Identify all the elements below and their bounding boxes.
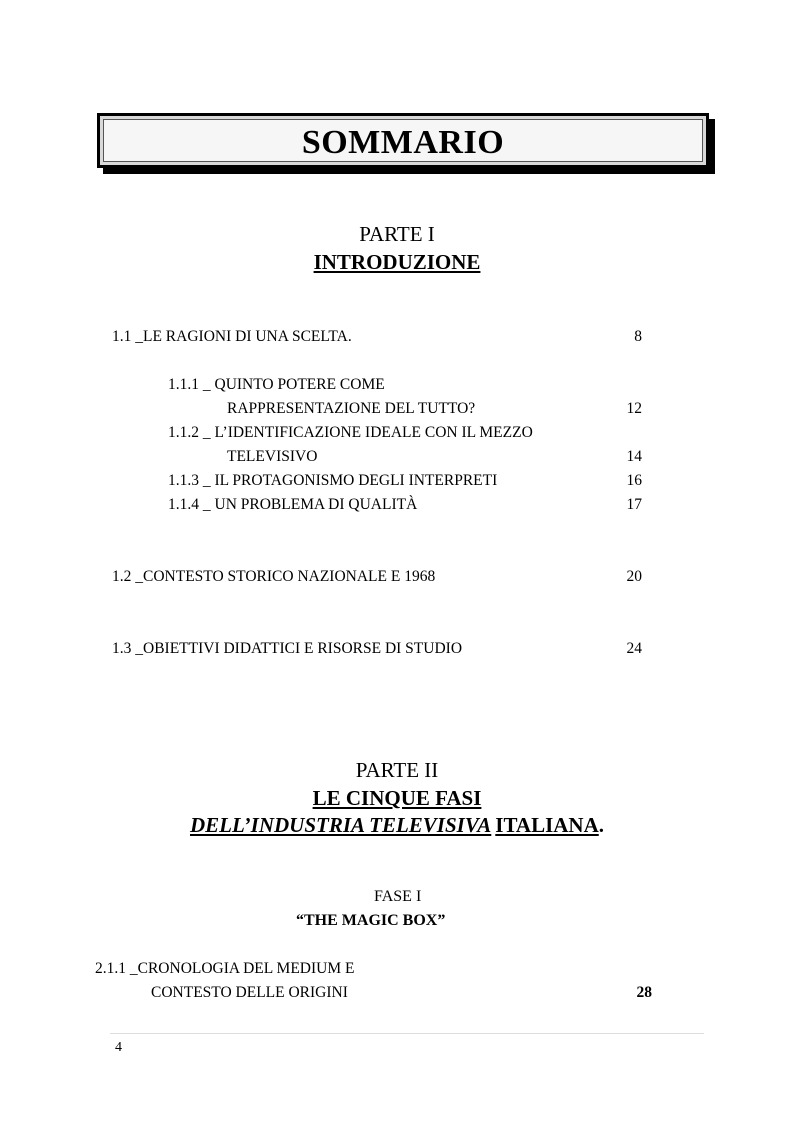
toc-entry-1-1-1 bbox=[168, 376, 385, 394]
toc-entry-1-1-2 bbox=[168, 424, 533, 442]
document-title: SOMMARIO bbox=[301, 124, 505, 161]
part1-label: PARTE I bbox=[359, 222, 435, 246]
toc-entry-continuation: RAPPRESENTAZIONE DEL TUTTO? bbox=[227, 400, 476, 417]
toc-entry-continuation: CONTESTO DELLE ORIGINI bbox=[151, 984, 348, 1001]
toc-entry-page: 16 bbox=[626, 472, 642, 489]
toc-entry-2-1-1 bbox=[95, 960, 354, 978]
part2-title-dot: . bbox=[598, 813, 604, 837]
page-number: 4 bbox=[115, 1040, 122, 1055]
toc-entry-1-1 bbox=[112, 328, 352, 346]
toc-entry-number: 1.1.4 bbox=[168, 496, 199, 513]
part2-title-line1-wrap bbox=[0, 786, 794, 811]
toc-entry-text: _CONTESTO STORICO NAZIONALE E 1968 bbox=[135, 568, 436, 585]
toc-entry-1-2 bbox=[112, 568, 435, 586]
toc-entry-number: 1.1.2 bbox=[168, 424, 199, 441]
toc-entry-text: _ L’IDENTIFICAZIONE IDEALE CON IL MEZZO bbox=[202, 424, 533, 441]
toc-entry-page: 28 bbox=[636, 984, 652, 1001]
toc-entry-text: _CRONOLOGIA DEL MEDIUM E bbox=[129, 960, 355, 977]
part1-title-wrap bbox=[0, 250, 794, 275]
toc-entry-text: _ IL PROTAGONISMO DEGLI INTERPRETI bbox=[202, 472, 498, 489]
title-box bbox=[97, 113, 709, 168]
part2-title-line2 bbox=[0, 813, 794, 838]
toc-entry-page: 17 bbox=[626, 496, 642, 513]
fase-label: FASE I bbox=[374, 888, 422, 905]
toc-entry-number: 2.1.1 bbox=[95, 960, 126, 977]
toc-entry-number: 1.1.1 bbox=[168, 376, 199, 393]
toc-entry-text: _OBIETTIVI DIDATTICI E RISORSE DI STUDIO bbox=[135, 640, 463, 657]
toc-entry-number: 1.1 bbox=[112, 328, 132, 345]
toc-entry-1-1-4 bbox=[168, 496, 417, 514]
toc-entry-number: 1.1.3 bbox=[168, 472, 199, 489]
toc-entry-page: 14 bbox=[626, 448, 642, 465]
toc-entry-continuation: TELEVISIVO bbox=[227, 448, 318, 465]
fase-title: “THE MAGIC BOX” bbox=[296, 912, 446, 929]
footer-divider bbox=[110, 1033, 704, 1034]
toc-entry-text: _ UN PROBLEMA DI QUALITÀ bbox=[202, 496, 418, 513]
toc-entry-page: 24 bbox=[626, 640, 642, 657]
part2-title-line1: LE CINQUE FASI bbox=[312, 786, 482, 810]
toc-entry-text: _LE RAGIONI DI UNA SCELTA. bbox=[135, 328, 352, 345]
toc-entry-text: _ QUINTO POTERE COME bbox=[202, 376, 385, 393]
toc-entry-page: 12 bbox=[626, 400, 642, 417]
part1-title: INTRODUZIONE bbox=[313, 250, 481, 274]
part2-title-rest: ITALIANA bbox=[495, 813, 599, 837]
toc-entry-number: 1.3 bbox=[112, 640, 132, 657]
toc-entry-number: 1.2 bbox=[112, 568, 132, 585]
toc-entry-1-3 bbox=[112, 640, 462, 658]
part2-label: PARTE II bbox=[355, 758, 439, 782]
toc-entry-page: 20 bbox=[626, 568, 642, 585]
toc-entry-1-1-3 bbox=[168, 472, 497, 490]
toc-entry-page: 8 bbox=[634, 328, 642, 345]
part2-title-italic: DELL’INDUSTRIA TELEVISIVA bbox=[190, 813, 492, 837]
